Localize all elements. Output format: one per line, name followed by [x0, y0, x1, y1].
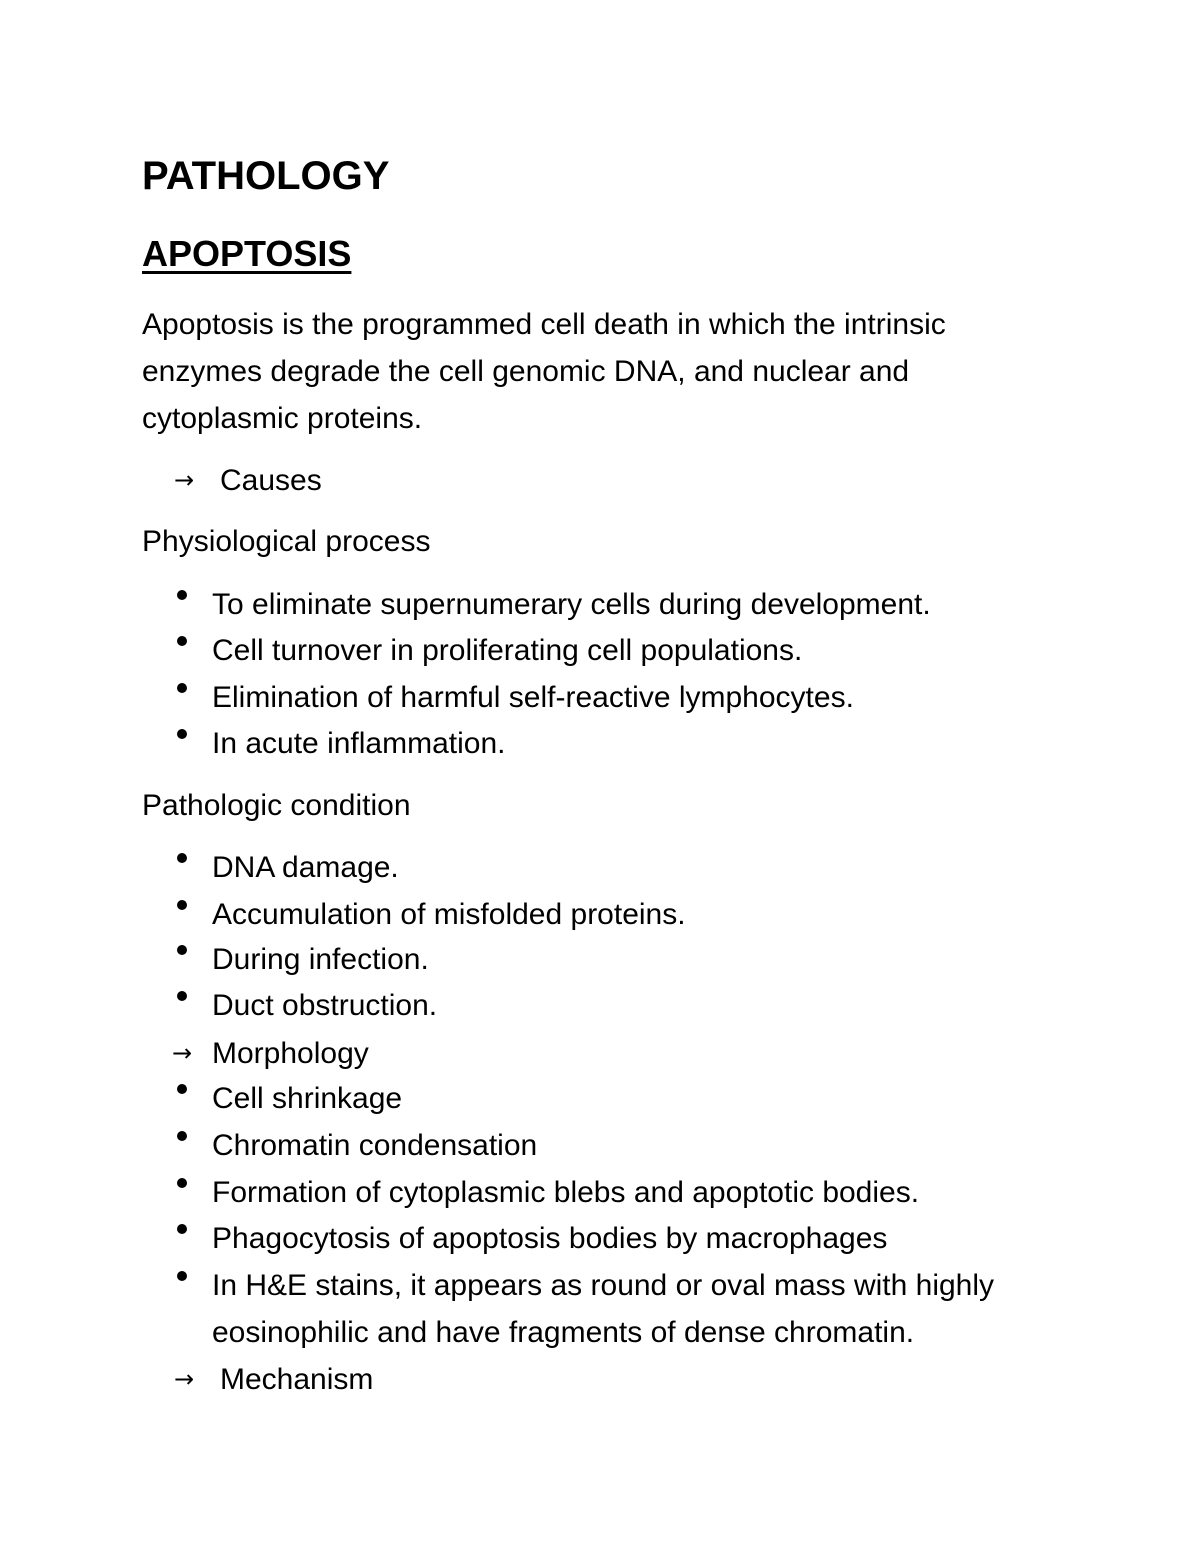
- page-title: PATHOLOGY: [142, 154, 390, 198]
- section-heading: APOPTOSIS: [142, 233, 352, 274]
- bullet-icon: [174, 995, 212, 1015]
- bullet-icon: [174, 594, 212, 614]
- list-item: In acute inflammation.: [174, 725, 505, 763]
- arrow-right-icon: →: [174, 1365, 195, 1393]
- bullet-icon: [174, 1275, 212, 1295]
- bullet-icon: [174, 1182, 212, 1202]
- list-item: Duct obstruction.: [174, 987, 437, 1025]
- list-item: Elimination of harmful self-reactive lymphocytes.: [174, 679, 854, 717]
- arrow-right-icon: →: [174, 466, 195, 494]
- definition-line-3: cytoplasmic proteins.: [142, 402, 423, 435]
- list-item-continuation: eosinophilic and have fragments of dense chromatin.: [212, 1316, 915, 1349]
- bullet-icon: [174, 1088, 212, 1108]
- definition-line-2: enzymes degrade the cell genomic DNA, and nuclear and: [142, 355, 910, 388]
- arrow-right-icon: →: [172, 1039, 193, 1067]
- list-item: Formation of cytoplasmic blebs and apoptotic bodies.: [174, 1174, 919, 1212]
- bullet-icon: [174, 640, 212, 660]
- morphology-label: Morphology: [212, 1037, 369, 1070]
- list-item: DNA damage.: [174, 849, 399, 887]
- definition-line-1: Apoptosis is the programmed cell death in which the intrinsic: [142, 308, 946, 341]
- bullet-icon: [174, 733, 212, 753]
- list-item: Cell turnover in proliferating cell populations.: [174, 632, 802, 670]
- list-item: Phagocytosis of apoptosis bodies by macrophages: [174, 1220, 887, 1258]
- bullet-icon: [174, 904, 212, 924]
- causes-label: Causes: [220, 464, 322, 497]
- causes-heading: [174, 461, 322, 500]
- list-item: Chromatin condensation: [174, 1127, 537, 1165]
- bullet-icon: [174, 949, 212, 969]
- physiological-heading: Physiological process: [142, 525, 431, 558]
- list-item: During infection.: [174, 941, 429, 979]
- list-item: To eliminate supernumerary cells during development.: [174, 586, 931, 624]
- bullet-icon: [174, 687, 212, 707]
- morphology-heading: [172, 1034, 369, 1073]
- bullet-icon: [174, 1135, 212, 1155]
- list-item: Cell shrinkage: [174, 1080, 402, 1118]
- list-item: In H&E stains, it appears as round or oval mass with highly: [174, 1267, 994, 1305]
- mechanism-label: Mechanism: [220, 1363, 374, 1396]
- list-item: Accumulation of misfolded proteins.: [174, 896, 686, 934]
- bullet-icon: [174, 1228, 212, 1248]
- mechanism-heading: [174, 1360, 373, 1399]
- pathologic-heading: Pathologic condition: [142, 789, 411, 822]
- bullet-icon: [174, 857, 212, 877]
